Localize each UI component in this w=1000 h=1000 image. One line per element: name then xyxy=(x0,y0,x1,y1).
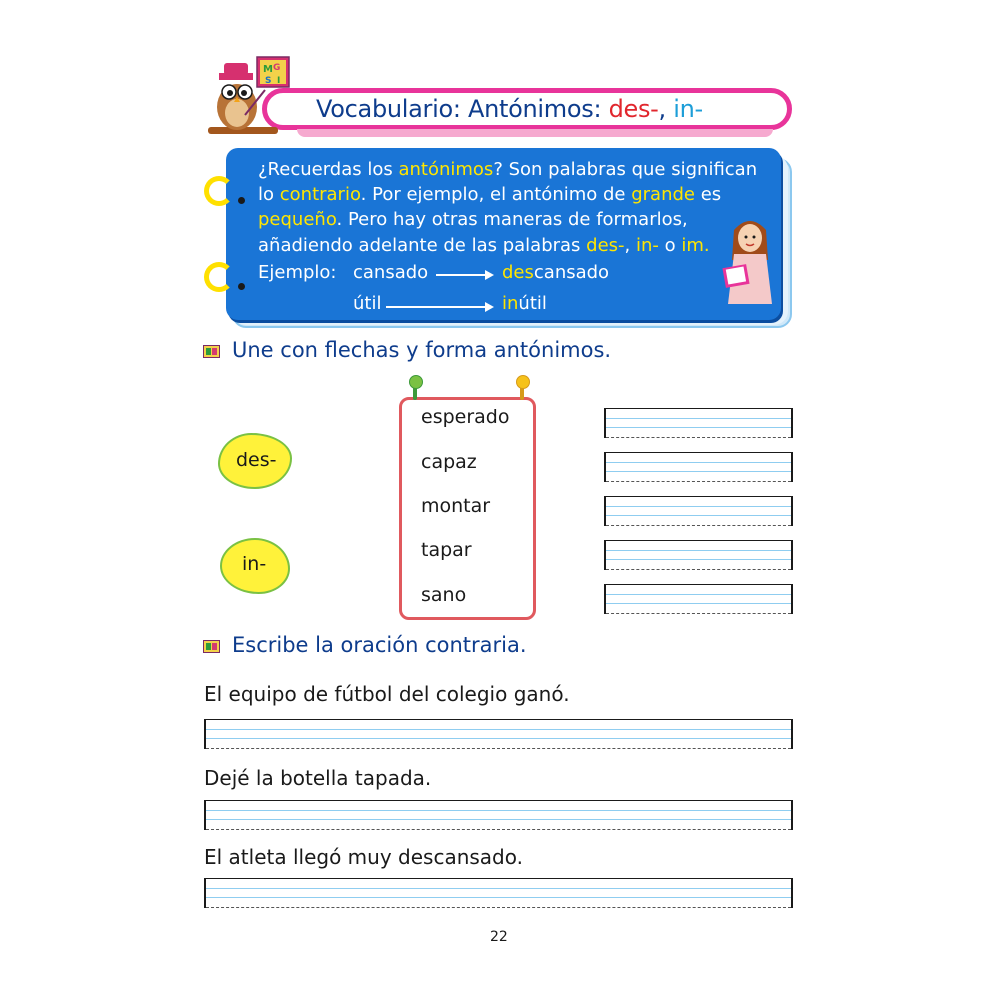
title-main: Vocabulario: Antónimos: xyxy=(316,95,609,123)
girl-reading-icon xyxy=(720,212,780,307)
msg-logo-icon: M xyxy=(263,64,273,75)
page-number: 22 xyxy=(490,929,508,945)
example-2-word: útil xyxy=(353,293,382,314)
sentence-2: Dejé la botella tapada. xyxy=(204,766,432,790)
svg-text:G: G xyxy=(273,63,281,73)
prefix-in[interactable]: in- xyxy=(242,553,267,575)
card-line-3: pequeño. Pero hay otras maneras de formarlos, xyxy=(258,209,688,230)
ring-hole xyxy=(238,197,245,204)
section-bullet-icon xyxy=(203,640,220,653)
push-pin-icon xyxy=(409,375,423,389)
title-prefix-in: in- xyxy=(673,95,703,123)
example-1-result: descansado xyxy=(502,262,610,283)
sentence-3: El atleta llegó muy descansado. xyxy=(204,845,523,869)
arrow-icon xyxy=(386,306,492,308)
owl-mascot-icon xyxy=(205,55,290,140)
card-line-1: ¿Recuerdas los antónimos? Son palabras que significan xyxy=(258,159,758,180)
word-item[interactable]: capaz xyxy=(421,451,477,473)
word-item[interactable]: tapar xyxy=(421,539,472,561)
word-item[interactable]: montar xyxy=(421,495,491,517)
push-pin-icon xyxy=(516,375,530,389)
answer-line[interactable] xyxy=(604,540,793,570)
exercise1-heading: Une con flechas y forma antónimos. xyxy=(232,338,612,362)
sentence-answer-line[interactable] xyxy=(204,878,793,908)
answer-line[interactable] xyxy=(604,452,793,482)
example-label: Ejemplo: xyxy=(258,262,337,283)
word-item[interactable]: esperado xyxy=(421,406,510,428)
example-2-result: inútil xyxy=(502,293,547,314)
example-1-word: cansado xyxy=(353,262,429,283)
svg-text:I: I xyxy=(277,76,281,86)
title-separator: , xyxy=(658,95,674,123)
notebook-ring-icon xyxy=(204,176,234,206)
answer-line[interactable] xyxy=(604,496,793,526)
sentence-answer-line[interactable] xyxy=(204,800,793,830)
prefix-des[interactable]: des- xyxy=(236,449,277,471)
word-item[interactable]: sano xyxy=(421,584,467,606)
title-prefix-des: des- xyxy=(608,95,659,123)
answer-line[interactable] xyxy=(604,408,793,438)
arrow-icon xyxy=(436,274,492,276)
sentence-1: El equipo de fútbol del colegio ganó. xyxy=(204,682,570,706)
page-title xyxy=(316,95,703,123)
exercise2-heading: Escribe la oración contraria. xyxy=(232,633,527,657)
card-line-4: añadiendo adelante de las palabras des-, in- o im. xyxy=(258,235,710,256)
section-bullet-icon xyxy=(203,345,220,358)
ring-hole xyxy=(238,283,245,290)
card-line-2: lo contrario. Por ejemplo, el antónimo de grande es xyxy=(258,184,722,205)
svg-text:S: S xyxy=(265,76,272,86)
answer-line[interactable] xyxy=(604,584,793,614)
sentence-answer-line[interactable] xyxy=(204,719,793,749)
notebook-ring-icon xyxy=(204,262,234,292)
